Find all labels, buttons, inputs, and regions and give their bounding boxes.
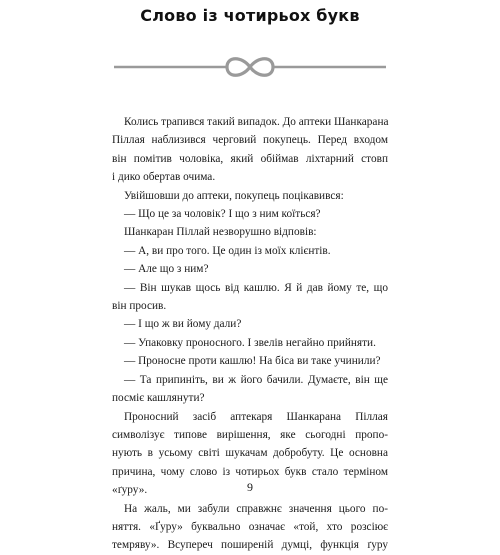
text-line: він помітив чоловіка, який обіймав ліхтарний стовп	[112, 152, 388, 165]
text-line: символізує типове вирішення, яке сьогодні пропо-	[112, 428, 388, 441]
text-line: посміє кашлянути?	[112, 392, 205, 405]
text-line: темряву». Всупереч поширеній думці, функція ґуру	[112, 539, 388, 552]
text-line: причина, чому слово із чотирьох букв стало терміном	[112, 465, 388, 478]
text-line: він просив.	[112, 300, 167, 313]
dialogue-line	[112, 242, 388, 260]
dialogue-line	[112, 334, 388, 352]
dialogue-line	[112, 371, 388, 408]
text-line: — Він шукав щось від кашлю. Я й дав йому те, що	[124, 281, 388, 294]
text-line: «ґуру».	[112, 484, 148, 497]
text-line: — І що ж ви йому дали?	[124, 318, 242, 331]
text-line: і дико обертав очима.	[112, 171, 216, 184]
text-line: нують в усьому світі шукачам добробуту. Це основна	[112, 447, 388, 460]
text-line: — А, ви про того. Це один із моїх клієнтів.	[124, 244, 331, 257]
text-line: Піллая наблизився черговий покупець. Перед входом	[112, 134, 388, 147]
text-line: няття. «Ґуру» буквально означає «той, хто розсіює	[112, 520, 388, 533]
dialogue-line	[112, 352, 388, 370]
infinity-icon	[114, 50, 386, 84]
text-line: Проносний засіб аптекаря Шанкарана Піллая	[124, 410, 388, 423]
text-line: — Упаковку проносного. І звелів негайно прийняти.	[124, 336, 376, 349]
dialogue-line	[112, 279, 388, 316]
text-line: Колись трапився такий випадок. До аптеки Шанкарана	[124, 116, 389, 128]
text-line: — Проносне проти кашлю! На біса ви таке учинили?	[124, 355, 381, 368]
paragraph-guru-meaning	[112, 500, 388, 555]
text-line: — Та припиніть, ви ж його бачили. Думаєте, він ще	[124, 373, 388, 386]
paragraph-entry	[112, 187, 388, 205]
dialogue-line	[112, 315, 388, 333]
text-line: — Але що з ним?	[124, 263, 209, 276]
chapter-title: Слово із чотирьох букв	[140, 6, 360, 25]
paragraph-story-intro	[112, 113, 388, 187]
text-line: Увійшовши до аптеки, покупець поцікавився:	[124, 189, 344, 202]
text-line: — Що це за чоловік? І що з ним коїться?	[124, 208, 321, 221]
dialogue-line	[112, 260, 388, 278]
text-line: Шанкаран Піллай незворушно відповів:	[124, 226, 317, 239]
page-number: 9	[247, 480, 253, 494]
text-line: На жаль, ми забули справжнє значення цього по-	[124, 502, 388, 515]
infinity-symbol	[227, 59, 273, 76]
paragraph-reply	[112, 223, 388, 241]
dialogue-line	[112, 205, 388, 223]
